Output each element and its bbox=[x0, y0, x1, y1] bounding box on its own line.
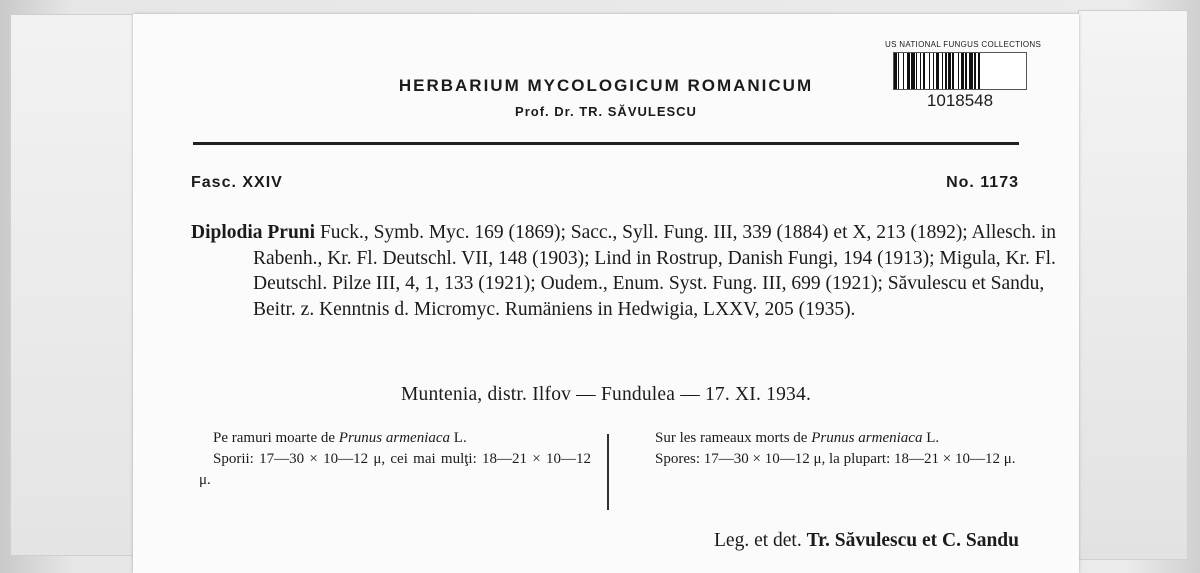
collector-names: Tr. Săvulescu et C. Sandu bbox=[806, 530, 1019, 551]
romanian-host bbox=[199, 428, 591, 449]
taxon-citation bbox=[191, 220, 1083, 322]
french-host-prefix: Sur les rameaux morts de bbox=[655, 430, 812, 446]
french-spores: Spores: 17—30 × 10—12 μ, la plupart: 18—21 × 10—12 μ. bbox=[655, 451, 1016, 467]
french-host bbox=[641, 428, 1033, 449]
barcode-sticker bbox=[885, 40, 1042, 120]
herbarium-curator: Prof. Dr. TR. SĂVULESCU bbox=[515, 104, 697, 119]
romanian-host-prefix: Pe ramuri moarte de bbox=[213, 430, 339, 446]
taxon-name: Diplodia Pruni bbox=[191, 222, 316, 243]
french-description bbox=[641, 428, 1033, 470]
barcode-number: 1018548 bbox=[926, 91, 994, 110]
packet-flap-left bbox=[10, 14, 142, 556]
french-host-species: Prunus armeniaca bbox=[811, 430, 923, 446]
barcode-image bbox=[893, 52, 1027, 90]
citation-text: Fuck., Symb. Myc. 169 (1869); Sacc., Syll. Fung. III, 339 (1884) et X, 213 (1892); Allesch. in Rabenh., Kr. Fl. Deutschl. VII, 148 (1903); Lind in Rostrup, Danish Fungi, 194 (1913); Migula, Kr. Fl. Deutschl. Pilze III, 4, 1, 133 (1921); Oudem., Enum. Syst. Fung. III, 699 (1921); Săvulescu et Sandu, Beitr. z. Kenntnis d. Micromyc. Rumäniens in Hedwigia, LXXV, 205 (1935). bbox=[253, 222, 1057, 320]
romanian-host-suffix: L. bbox=[450, 430, 467, 446]
herbarium-title: HERBARIUM MYCOLOGICUM ROMANICUM bbox=[398, 76, 814, 95]
french-host-suffix: L. bbox=[922, 430, 940, 446]
romanian-host-species: Prunus armeniaca bbox=[338, 430, 451, 446]
fascicle-label: Fasc. XXIV bbox=[191, 174, 283, 191]
collector-line bbox=[714, 530, 1019, 552]
collector-prefix: Leg. et det. bbox=[714, 530, 807, 551]
barcode-bar bbox=[978, 53, 979, 89]
collection-locality: Muntenia, distr. Ilfov — Fundulea — 17. XI. 1934. bbox=[400, 384, 812, 405]
packet-flap-right bbox=[1078, 10, 1188, 560]
specimen-number: No. 1173 bbox=[946, 174, 1019, 191]
column-divider bbox=[607, 434, 609, 510]
herbarium-label bbox=[133, 14, 1079, 573]
romanian-spores: Sporii: 17—30 × 10—12 μ, cei mai mulţi: 18—21 × 10—12 μ. bbox=[199, 451, 591, 488]
barcode-caption: US NATIONAL FUNGUS COLLECTIONS bbox=[885, 40, 1042, 49]
romanian-description bbox=[199, 428, 591, 491]
header-rule bbox=[193, 142, 1019, 145]
